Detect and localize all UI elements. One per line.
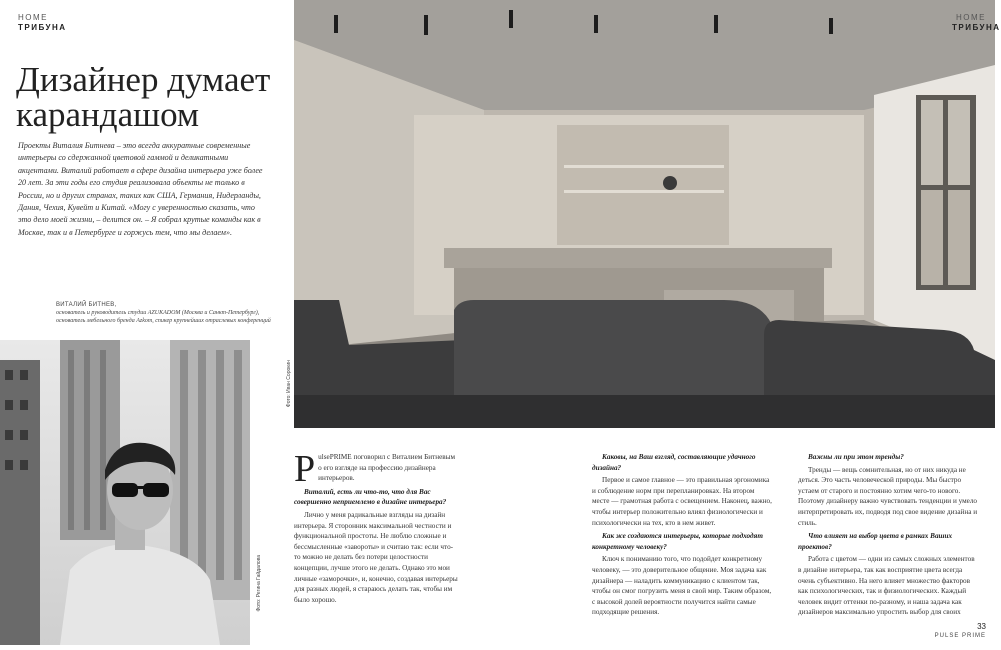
answer-1: Лично у меня радикальные взгляды на дизайн интерьера. Я сторонник максимальной честности и функциональной простоты. Не люблю сложные и бессмысленные «завороты» и считаю так: если что-то можно не делать без потери целостности концепции, лучше этого не делать. Однако это мои личные «заморочки», и, конечно, создавая интерьеры для разных людей, я стараюсь делать так, чтобы им было хорошо. xyxy=(294,510,458,604)
question-4: Важны ли при этом тренды? xyxy=(808,453,904,461)
article-title: Дизайнер думает карандашом xyxy=(16,60,271,134)
page-number: 33 xyxy=(977,622,986,631)
magazine-brand: PULSE PRIME xyxy=(934,633,986,639)
left-section-name: HOME xyxy=(18,13,48,22)
left-subsection-name: ТРИБУНА xyxy=(18,23,67,32)
right-section-header xyxy=(952,13,1001,33)
article-lead: Проекты Виталия Битнева – это всегда аккуратные современные интерьеры со сдержанной цветовой гаммой и деликатными акцентами. Виталий работает в сфере дизайна интерьера уже более 20 лет. За эти годы его студия реализовала объекты не только в России, но и других странах, таких как США, Германия, Нидерланды, Дания, Чехия, Кувейт и Китай. «Могу с уверенностью сказать, что это дело моей жизни, – делится он. – Я собрал крутые команды как в Москве, так и в Петербурге и горжусь тем, что мы делаем». xyxy=(18,141,263,237)
article-column-1 xyxy=(294,448,458,605)
portrait-photo xyxy=(0,340,250,645)
author-name: ВИТАЛИЙ БИТНЕВ, xyxy=(56,302,117,308)
interior-photo-credit: Фото: Иван Сорокин xyxy=(286,360,292,408)
interior-photo xyxy=(294,0,1001,428)
author-block xyxy=(56,302,286,325)
answer-2: Первое и самое главное — это правильная эргономика и соблюдение норм при перепланировках. На втором месте — грамотная работа с освещением. Наконец, важно, чтобы интерьер положительно влиял физиологически и психологически на тех, кто в нем живет. xyxy=(592,476,772,527)
article-column-3 xyxy=(798,452,978,618)
author-role: основатель и руководитель студии AZUKADOM (Москва и Санкт-Петербург), основатель мебельного бренда Azkom, спикер крупнейших отраслевых конференций xyxy=(56,309,271,324)
dropcap-letter: P xyxy=(294,448,316,490)
question-2: Каковы, на Ваш взгляд, составляющие удачного дизайна? xyxy=(592,453,756,472)
question-5: Что влияет на выбор цвета в рамках Ваших проектов? xyxy=(798,532,953,551)
article-column-2 xyxy=(592,452,772,618)
right-subsection-name: ТРИБУНА xyxy=(952,23,1001,32)
article-intro: ulsePRIME поговорил с Виталием Битневым о его взгляде на профессию дизайнера интерьеров. xyxy=(318,453,456,483)
portrait-photo-credit: Фото: Регина Гайдалова xyxy=(256,555,262,612)
right-section-name: HOME xyxy=(956,13,986,22)
answer-3: Ключ к пониманию того, что подойдет конкретному человеку, — это доверительное общение. Моя задача как дизайнера — наладить коммуникацию с клиентом так, чтобы он смог погрузить меня в свой мир. Таким образом, с высокой долей вероятности получится найти самые подходящие решения. xyxy=(592,555,772,617)
question-1: Виталий, есть ли что-то, что для Вас совершенно неприемлемо в дизайне интерьера? xyxy=(294,487,447,507)
answer-4: Тренды — вещь сомнительная, но от них никуда не деться. Это часть человеческой природы. Мы быстро устаем от старого и постоянно хотим чего-то нового. Поэтому дизайнеру важно чувствовать тенденции и умело интерпретировать их, подводя под свое видение дизайна и стиль. xyxy=(798,465,978,527)
question-3: Как же создаются интерьеры, которые подходят конкретному человеку? xyxy=(592,532,763,551)
portrait-illustration xyxy=(0,340,250,645)
answer-5: Работа с цветом — одни из самых сложных элементов в дизайне интерьера, так как восприятие цвета всегда очень субъективно. На него влияет множество факторов как психологических, так и физиологических. Каждый человек видит оттенки по-разному, и наша задача как дизайнеров максимально упростить выбор для своих xyxy=(798,555,975,617)
interior-illustration xyxy=(294,0,1001,428)
left-section-header xyxy=(18,13,67,33)
